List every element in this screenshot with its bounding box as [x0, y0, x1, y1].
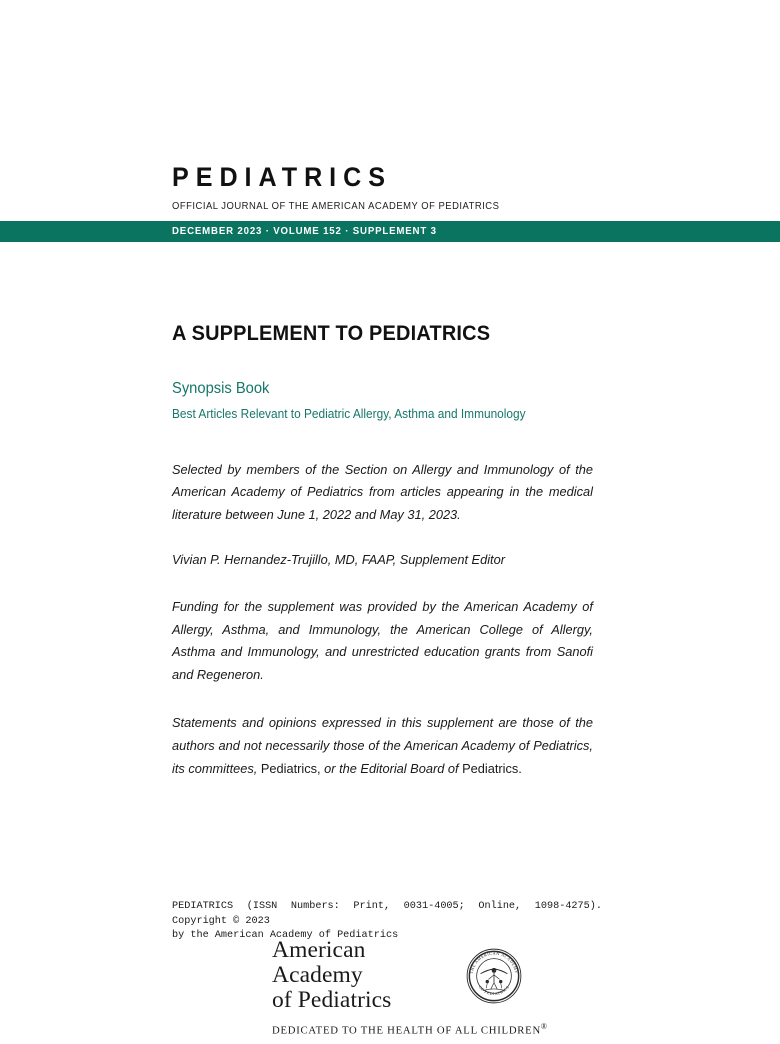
svg-text:OF PEDIATRICS: OF PEDIATRICS [477, 983, 511, 996]
aap-wordmark [272, 938, 454, 1013]
aap-wordmark-line-2: of Pediatrics [272, 987, 392, 1013]
issue-banner-text: DECEMBER 2023 · VOLUME 152 · SUPPLEMENT 3 [172, 225, 437, 237]
disclaimer-part-1: Statements and opinions expressed in this supplement are those of the authors and not necessarily those of the American Academy of Pediatrics, its committees, [172, 715, 593, 776]
synopsis-subheading: Best Articles Relevant to Pediatric Allergy, Asthma and Immunology [172, 406, 526, 421]
aap-logo-row [272, 938, 522, 1013]
disclaimer-journal-name-1: Pediatrics, [260, 760, 321, 776]
registered-mark-icon: ® [540, 1022, 548, 1031]
issn-line-1: PEDIATRICS (ISSN Numbers: Print, 0031-4005; Online, 1098-4275). Copyright © 2023 [172, 901, 602, 927]
masthead [172, 163, 732, 212]
aap-wordmark-line-1: American Academy [272, 937, 366, 988]
selection-statement: Selected by members of the Section on Allergy and Immunology of the American Academy of Pediatrics from articles appearing in the medical literature between June 1, 2022 and May 31, 2023. [172, 461, 593, 522]
issue-banner [0, 221, 780, 242]
aap-seal-icon [466, 948, 522, 1004]
svg-text:THE AMERICAN ACADEMY: THE AMERICAN ACADEMY [468, 950, 520, 974]
disclaimer-journal-name-2: Pediatrics. [462, 760, 522, 776]
journal-subtitle: OFFICIAL JOURNAL OF THE AMERICAN ACADEMY OF PEDIATRICS [172, 200, 500, 213]
supplement-editor-line: Vivian P. Hernandez-Trujillo, MD, FAAP, Supplement Editor [172, 552, 505, 568]
journal-title: PEDIATRICS [172, 162, 392, 192]
funding-statement: Funding for the supplement was provided by the American Academy of Allergy, Asthma, and Immunology, the American College of Allergy, Asthma and Immunology, and unrestricted education grants from Sanofi and Regeneron. [172, 599, 593, 682]
main-content [172, 322, 606, 780]
aap-tagline-text: DEDICATED TO THE HEALTH OF ALL CHILDREN [272, 1024, 541, 1037]
supplement-title: A SUPPLEMENT TO PEDIATRICS [172, 322, 491, 345]
aap-tagline [272, 1022, 548, 1037]
synopsis-heading: Synopsis Book [172, 380, 270, 398]
aap-logo [272, 937, 548, 1037]
disclaimer-part-3: or the Editorial Board of [324, 760, 459, 776]
disclaimer-statement [172, 712, 593, 780]
issn-line-2: by the American Academy of Pediatrics [172, 930, 399, 942]
